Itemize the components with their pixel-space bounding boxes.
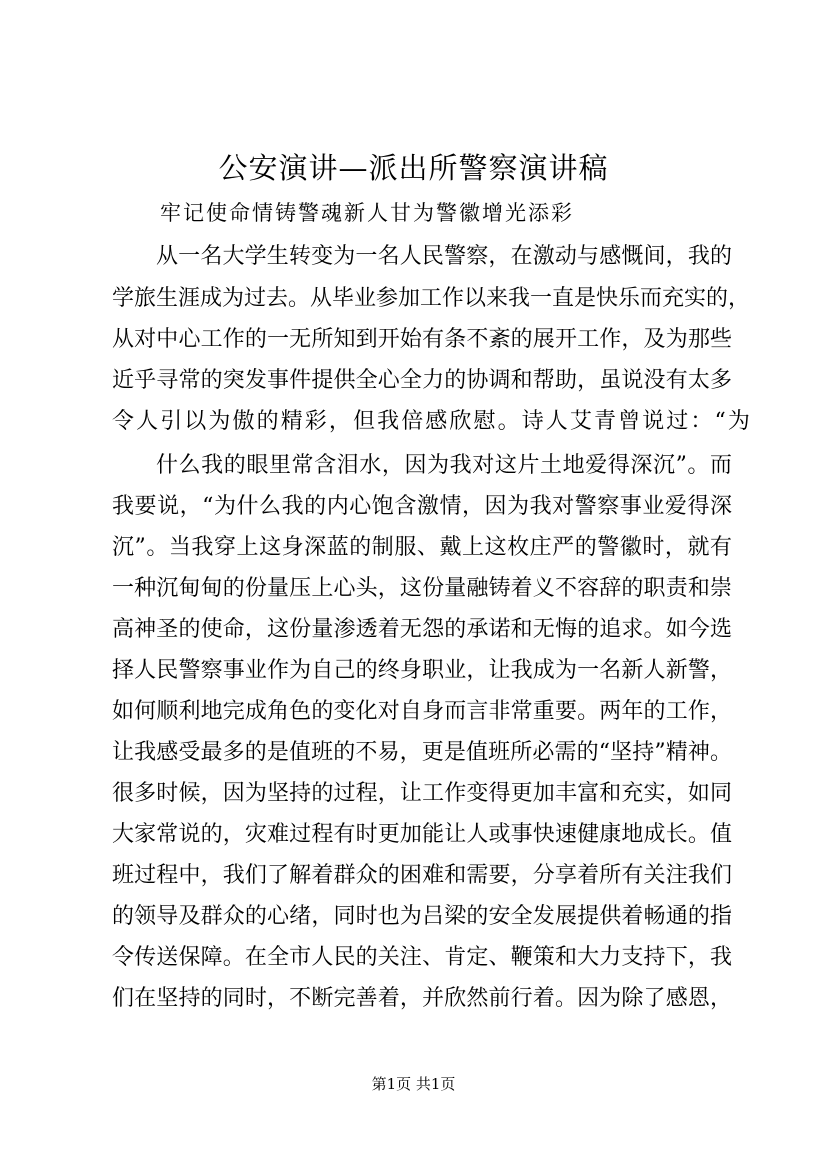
body-line: 很多时候，因为坚持的过程，让工作变得更加丰富和充实，如同 bbox=[112, 781, 732, 806]
body-line: 从一名大学生转变为一名人民警察，在激动与感慨间，我的 bbox=[156, 244, 732, 269]
body-line: 班过程中，我们了解着群众的困难和需要，分享着所有关注我们 bbox=[112, 863, 732, 888]
body-line: 如何顺利地完成角色的变化对自身而言非常重要。两年的工作， bbox=[112, 699, 732, 724]
body-line: 从对中心工作的一无所知到开始有条不紊的展开工作，及为那些 bbox=[112, 327, 732, 352]
body-line: 择人民警察事业作为自己的终身职业，让我成为一名新人新警， bbox=[112, 658, 732, 683]
body-line: 一种沉甸甸的份量压上心头，这份量融铸着义不容辞的职责和崇 bbox=[112, 576, 732, 601]
body-line: 学旅生涯成为过去。从毕业参加工作以来我一直是快乐而充实的， bbox=[112, 286, 751, 311]
body-line: 们在坚持的同时，不断完善着，并欣然前行着。因为除了感恩， bbox=[112, 986, 732, 1011]
body-line: 的领导及群众的心绪，同时也为吕梁的安全发展提供着畅通的指 bbox=[112, 904, 732, 929]
document-title: 公安演讲—派出所警察演讲稿 bbox=[218, 151, 609, 185]
body-line: 大家常说的，灾难过程有时更加能让人或事快速健康地成长。值 bbox=[112, 822, 732, 847]
body-line: 高神圣的使命，这份量渗透着无怨的承诺和无悔的追求。如今选 bbox=[112, 617, 732, 642]
body-line: 什么我的眼里常含泪水，因为我对这片土地爱得深沉”。而 bbox=[156, 453, 732, 478]
body-line: 我要说，“为什么我的内心饱含激情，因为我对警察事业爱得深 bbox=[112, 494, 732, 519]
document-subtitle: 牢记使命情铸警魂新人甘为警徽增光添彩 bbox=[160, 201, 574, 225]
body-line: 令传送保障。在全市人民的关注、肯定、鞭策和大力支持下，我 bbox=[112, 945, 732, 970]
body-line: 令人引以为傲的精彩，但我倍感欣慰。诗人艾青曾说过：“为 bbox=[112, 409, 752, 434]
page-number: 第1页 共1页 bbox=[371, 1075, 456, 1093]
body-line: 沉”。当我穿上这身深蓝的制服、戴上这枚庄严的警徽时，就有 bbox=[112, 535, 732, 560]
body-line: 让我感受最多的是值班的不易，更是值班所必需的“坚持”精神。 bbox=[112, 740, 732, 765]
body-line: 近乎寻常的突发事件提供全心全力的协调和帮助，虽说没有太多 bbox=[112, 368, 732, 393]
